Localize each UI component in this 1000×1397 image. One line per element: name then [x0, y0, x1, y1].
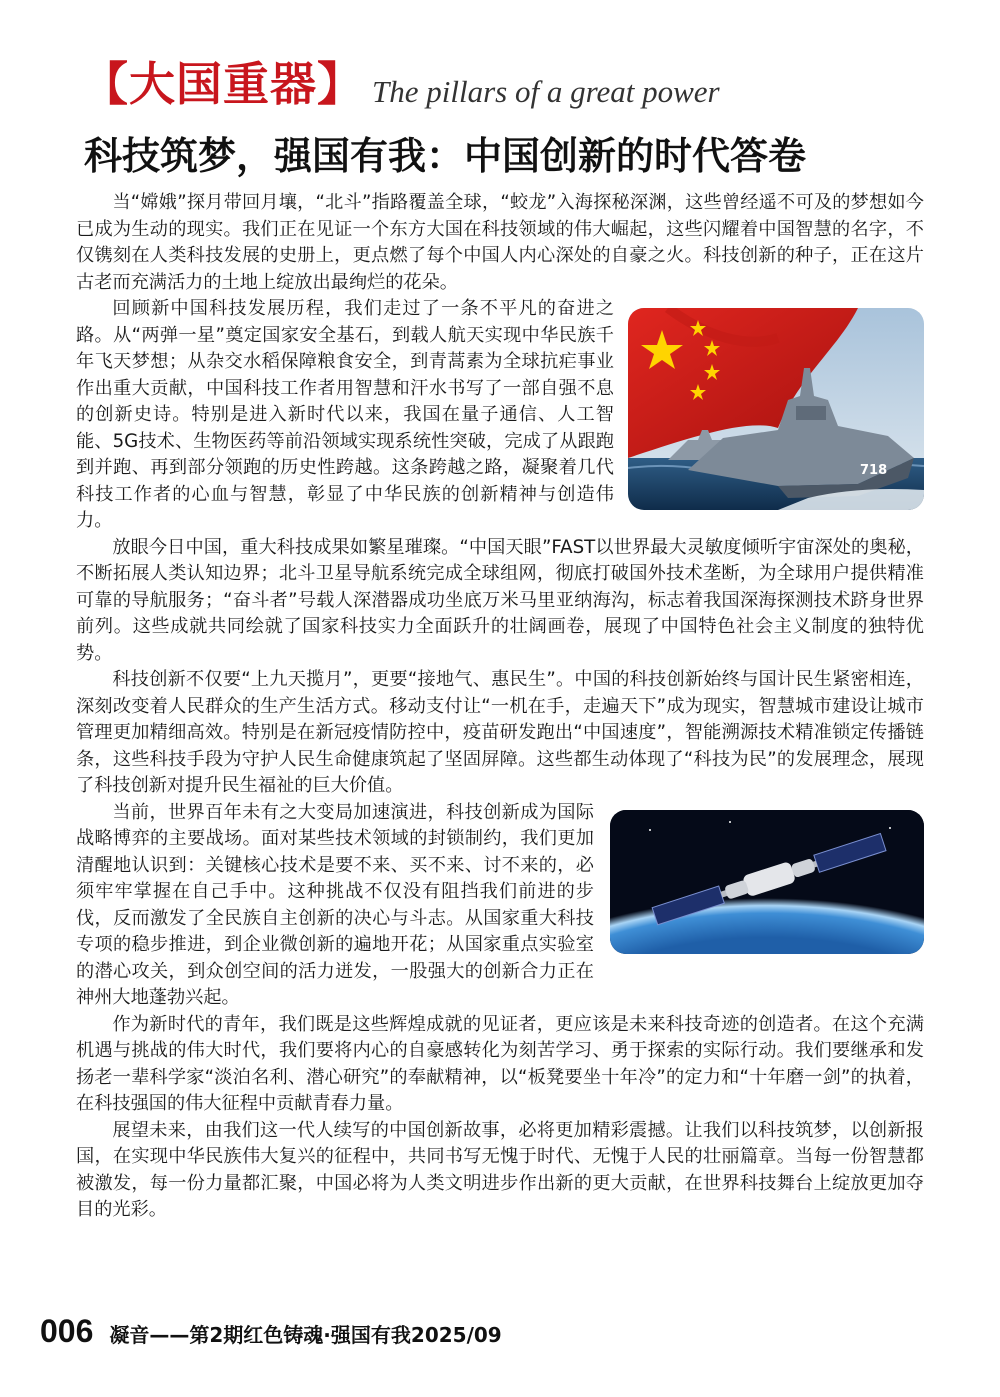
- paragraph-5: 当前，世界百年未有之大变局加速演进，科技创新成为国际战略博弈的主要战场。面对某些技术领域的封锁制约，我们更加清醒地认识到：关键核心技术是要不来、买不来、讨不来的，必须牢牢掌握在自己手中。这种挑战不仅没有阻挡我们前进的步伐，反而激发了全民族自主创新的决心与斗志。从国家重大科技专项的稳步推进，到企业微创新的遍地开花；从国家重点实验室的潜心攻关，到众创空间的活力迸发，一股强大的创新合力正在神州大地蓬勃兴起。: [76, 801, 594, 1008]
- column-subtitle: The pillars of a great power: [372, 74, 720, 109]
- space-station-photo: [610, 810, 924, 954]
- paragraph-3: 放眼今日中国，重大科技成果如繁星璀璨。“中国天眼”FAST以世界最大灵敏度倾听宇宙深处的奥秘，不断拓展人类认知边界；北斗卫星导航系统完成全球组网，彻底打破国外技术垄断，为全球用户提供精准可靠的导航服务；“奋斗者”号载人深潜器成功坐底万米马里亚纳海沟，标志着我国深海探测技术跻身世界前列。这些成就共同绘就了国家科技实力全面跃升的壮阔画卷，展现了中国特色社会主义制度的独特优势。: [76, 536, 924, 664]
- paragraph-1: 当“嫦娥”探月带回月壤，“北斗”指路覆盖全球，“蛟龙”入海探秘深渊，这些曾经遥不可及的梦想如今已成为生动的现实。我们正在见证一个东方大国在科技领域的伟大崛起，这些闪耀着中国智慧的名字，不仅镌刻在人类科技发展的史册上，更点燃了每个中国人内心深处的自豪之火。科技创新的种子，正在这片古老而充满活力的土地上绽放出最绚烂的花朵。: [76, 192, 924, 293]
- warship-flag-photo: [628, 308, 924, 510]
- hull-number: 718: [860, 463, 888, 478]
- article-body: [76, 190, 924, 1224]
- page-number: 006: [40, 1313, 94, 1349]
- issue-line: 凝音——第2期红色铸魂·强国有我2025/09: [109, 1323, 502, 1347]
- paragraph-6: 作为新时代的青年，我们既是这些辉煌成就的见证者，更应该是未来科技奇迹的创造者。在这个充满机遇与挑战的伟大时代，我们要将内心的自豪感转化为刻苦学习、勇于探索的实际行动。我们要继承和发扬老一辈科学家“淡泊名利、潜心研究”的奉献精神，以“板凳要坐十年冷”的定力和“十年磨一剑”的执着，在科技强国的伟大征程中贡献青春力量。: [76, 1013, 924, 1114]
- paragraph-2: 回顾新中国科技发展历程，我们走过了一条不平凡的奋进之路。从“两弹一星”奠定国家安全基石，到载人航天实现中华民族千年飞天梦想；从杂交水稻保障粮食安全，到青蒿素为全球抗疟事业作出重大贡献，中国科技工作者用智慧和汗水书写了一部自强不息的创新史诗。特别是进入新时代以来，我国在量子通信、人工智能、5G技术、生物医药等前沿领域实现系统性突破，完成了从跟跑到并跑、再到部分领跑的历史性跨越。这条跨越之路，凝聚着几代科技工作者的心血与智慧，彰显了中华民族的创新精神与创造伟力。: [76, 298, 614, 531]
- paragraph-4: 科技创新不仅要“上九天揽月”，更要“接地气、惠民生”。中国的科技创新始终与国计民生紧密相连，深刻改变着人民群众的生产生活方式。移动支付让“一机在手，走遍天下”成为现实，智慧城市建设让城市管理更加精细高效。特别是在新冠疫情防控中，疫苗研发跑出“中国速度”，智能溯源技术精准锁定传播链条，这些科技手段为守护人民生命健康筑起了坚固屏障。这些都生动体现了“科技为民”的发展理念，展现了科技创新对提升民生福祉的巨大价值。: [76, 669, 924, 796]
- paragraph-7: 展望未来，由我们这一代人续写的中国创新故事，必将更加精彩震撼。让我们以科技筑梦，以创新报国，在实现中华民族伟大复兴的征程中，共同书写无愧于时代、无愧于人民的壮丽篇章。当每一份智慧都被激发，每一份力量都汇聚，中国必将为人类文明进步作出新的更大贡献，在世界科技舞台上绽放更加夺目的光彩。: [76, 1119, 924, 1220]
- page-footer: [40, 1313, 502, 1353]
- space-station-illustration: [610, 810, 924, 954]
- article-headline: 科技筑梦，强国有我：中国创新的时代答卷: [84, 134, 807, 178]
- warship-illustration: [628, 308, 924, 510]
- column-tag: 【大国重器】: [82, 57, 364, 111]
